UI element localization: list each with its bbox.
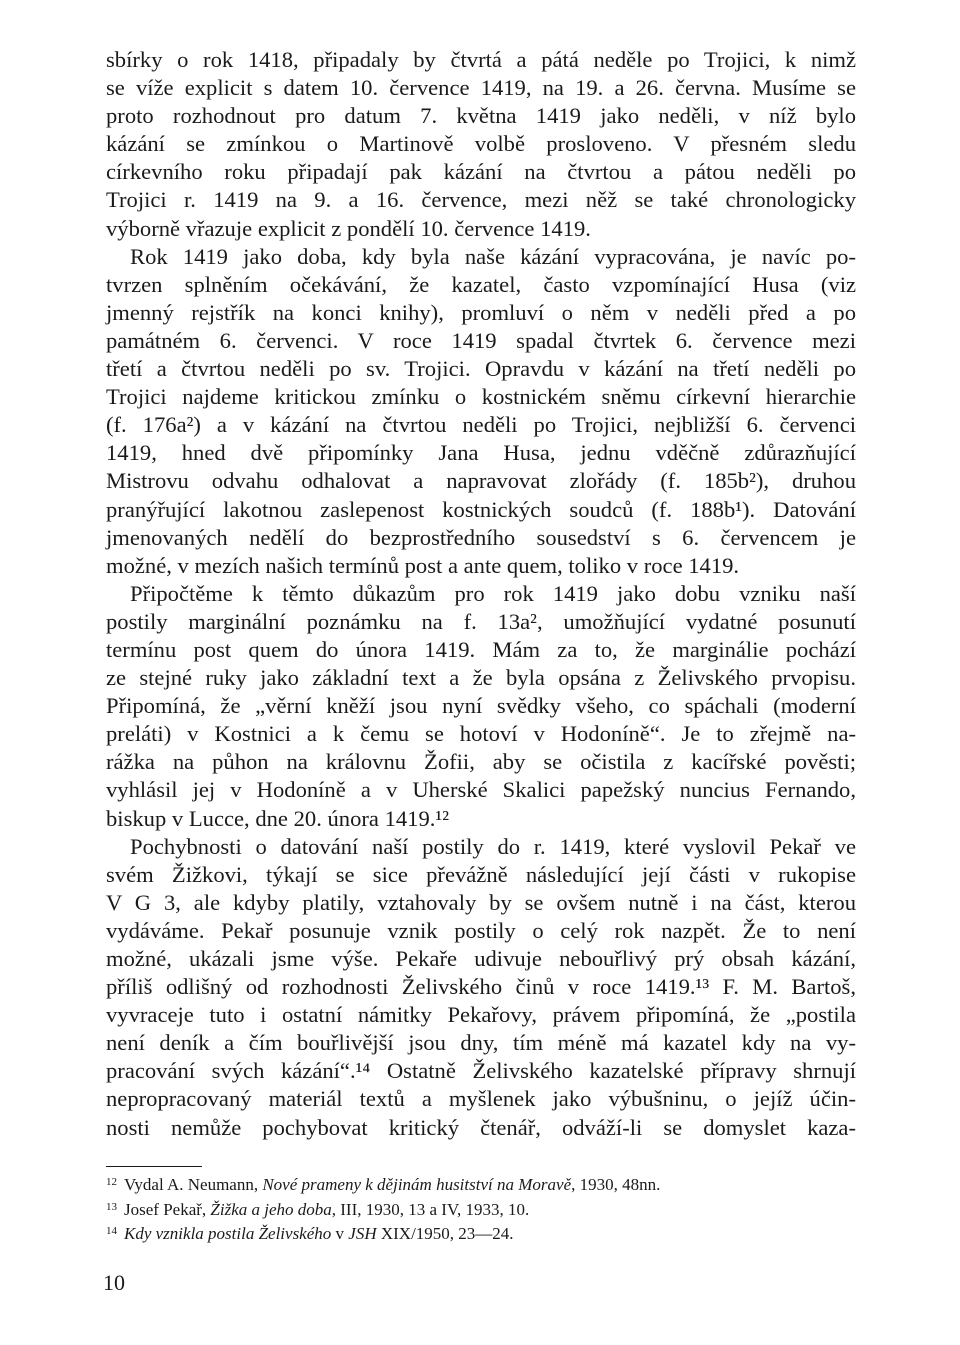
footnote-text: , 1930, 48nn. — [571, 1175, 661, 1194]
page-number: 10 — [103, 1270, 125, 1295]
footnote-12 — [106, 1170, 856, 1195]
footnote-text: v — [331, 1224, 349, 1243]
text-line: se víže explicit s datem 10. července 1419, na 19. a 26. června. Musíme se — [106, 75, 856, 101]
footnote-text: Vydal A. Neumann, — [124, 1175, 263, 1194]
text-line: postily marginální poznámku na f. 13a², umožňující vydatné posunutí — [106, 608, 856, 634]
text-line: vyvraceje tuto i ostatní námitky Pekařovy, právem připomíná, že „postila — [106, 1002, 856, 1028]
text-line: není deník a čím bouřlivější jsou dny, tím méně má kazatel kdy na vy- — [106, 1030, 856, 1056]
footnote-number: 14 — [106, 1225, 117, 1237]
footnote-number: 13 — [106, 1200, 117, 1213]
footnote-title: Žižka a jeho doba — [210, 1199, 332, 1219]
text-line: Trojici najdeme kritickou zmínku o kostnickém sněmu církevní hierarchie — [106, 384, 856, 410]
text-line: Trojici r. 1419 na 9. a 16. července, mezi něž se také chronologicky — [106, 187, 856, 213]
footnote-divider — [106, 1166, 202, 1167]
footnote-13 — [106, 1195, 856, 1220]
text-line: tvrzen splněním očekávání, že kazatel, často vzpomínající Husa (viz — [106, 271, 856, 297]
footnote-title: Kdy vznikla postila Želivského — [124, 1224, 332, 1243]
footnote-number: 12 — [106, 1176, 117, 1188]
text-line: pracování svých kázání“.¹⁴ Ostatně Želivského kazatelské přípravy shrnují — [106, 1058, 856, 1084]
footnotes — [106, 1170, 856, 1244]
footnote-14 — [106, 1219, 856, 1244]
footnote-title: Nové prameny k dějinám husitství na Moravě — [262, 1175, 572, 1194]
text-line: církevního roku připadají pak kázání na čtvrtou a pátou neděli po — [106, 159, 856, 185]
footnote-text: Josef Pekař, — [124, 1199, 211, 1219]
text-line: Mistrovu odvahu odhalovat a napravovat zlořády (f. 185b²), druhou — [106, 468, 856, 494]
body-text — [106, 46, 856, 1142]
text-line: Pochybnosti o datování naší postily do r. 1419, které vyslovil Pekař ve — [130, 833, 856, 859]
text-line: jmenný rejstřík na konci knihy), promluví o něm v neděli před a po — [106, 299, 856, 325]
text-line: vyhlásil jej v Hodoníně a v Uherské Skalici papežský nuncius Fernando, — [106, 777, 856, 803]
text-line: možné, v mezích našich termínů post a ante quem, toliko v roce 1419. — [106, 552, 740, 578]
text-line: preláti) v Kostnici a k čemu se hotoví v Hodoníně“. Je to zřejmě na- — [106, 721, 856, 747]
text-line: památném 6. červenci. V roce 1419 spadal čtvrtek 6. července mezi — [106, 327, 856, 353]
text-line: kázání se zmínkou o Martinově volbě prosloveno. V přesném sledu — [106, 131, 856, 157]
text-line: nepropracovaný materiál textů a myšlenek jako výbušninu, o jejíž účin- — [106, 1086, 856, 1112]
text-line: ze stejné ruky jako základní text a že byla opsána z Želivského prvopisu. — [106, 665, 856, 691]
footnote-text: , III, 1930, 13 a IV, 1933, 10. — [331, 1199, 530, 1219]
text-line: biskup v Lucce, dne 20. února 1419.¹² — [106, 805, 449, 831]
text-line: svém Žižkovi, týkají se sice převážně následující její části v rukopise — [106, 861, 856, 887]
footnote-text: XIX/1950, 23—24. — [376, 1224, 514, 1243]
text-line: výborně vřazuje explicit z pondělí 10. července 1419. — [106, 215, 591, 241]
text-line: rážka na půhon na královnu Žofii, aby se očistila z kacířské pověsti; — [106, 749, 856, 775]
text-line: možné, ukázali jsme výše. Pekaře udivuje nebouřlivý prý obsah kázání, — [106, 946, 856, 971]
text-line: vydáváme. Pekař posunuje vznik postily o celý rok nazpět. Že to není — [106, 917, 856, 943]
footnote-journal: JSH — [348, 1224, 377, 1243]
text-line: třetí a čtvrtou neděli po sv. Trojici. Opravdu v kázání na třetí neděli po — [106, 356, 856, 382]
text-line: jmenovaných nedělí do bezprostředního sousedství s 6. červencem je — [106, 524, 856, 550]
text-line: 1419, hned dvě připomínky Jana Husa, jednu vděčně zdůrazňující — [106, 440, 856, 466]
text-line: Rok 1419 jako doba, kdy byla naše kázání vypracována, je navíc po- — [130, 243, 856, 269]
text-line: Připočtěme k těmto důkazům pro rok 1419 jako dobu vzniku naší — [130, 580, 856, 606]
text-line: (f. 176a²) a v kázání na čtvrtou neděli po Trojici, nejbližší 6. červenci — [106, 412, 856, 438]
text-line: sbírky o rok 1418, připadaly by čtvrtá a pátá neděle po Trojici, k nimž — [106, 47, 856, 72]
text-line: termínu post quem do února 1419. Mám za to, že marginálie pochází — [106, 636, 856, 662]
text-line: pranýřující lakotnou zaslepenost kostnických soudců (f. 188b¹). Datování — [106, 496, 856, 522]
text-line: V G 3, ale kdyby platily, vztahovaly by se ovšem nutně i na část, kterou — [106, 889, 856, 915]
text-line: příliš odlišný od rozhodnosti Želivského činů v roce 1419.¹³ F. M. Bartoš, — [106, 974, 856, 1000]
text-line: Připomíná, že „věrní kněží jsou nyní svědky všeho, co spáchali (moderní — [106, 693, 856, 719]
text-line: proto rozhodnout pro datum 7. května 1419 jako neděli, v níž bylo — [106, 103, 856, 129]
text-line: nosti nemůže pochybovat kritický čtenář, odváží-li se domyslet kaza- — [106, 1114, 856, 1140]
